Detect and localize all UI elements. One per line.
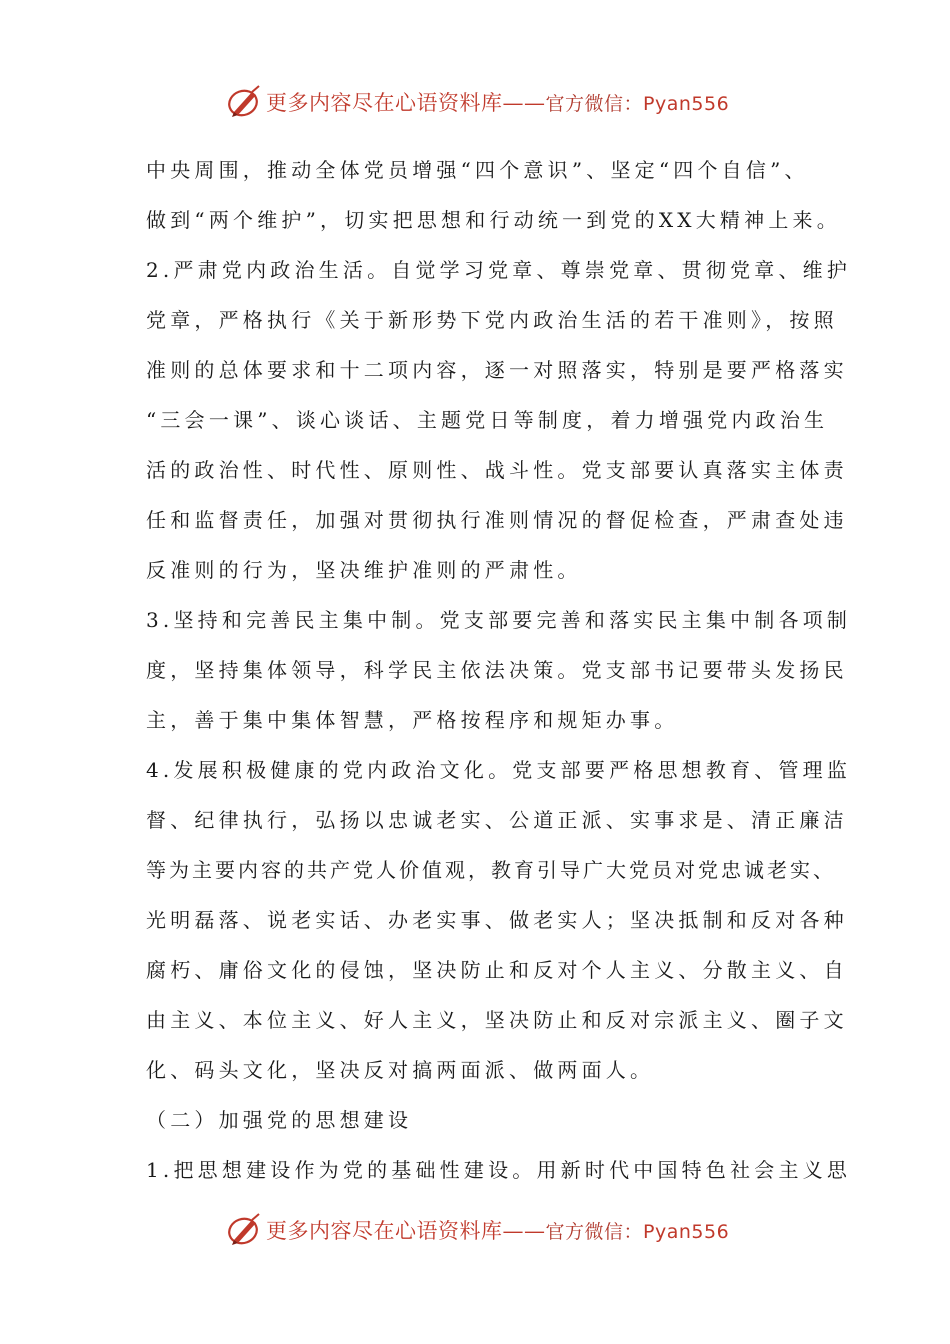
watermark-label: 官方微信： — [545, 93, 644, 115]
watermark-text: 更多内容尽在心语资料库 — [266, 1219, 503, 1243]
text-line: “三会一课”、谈心谈话、主题党日等制度，着力增强党内政治生 — [146, 408, 829, 432]
text-line: 4.发展积极健康的党内政治文化。党支部要严格思想教育、管理监 — [146, 758, 852, 782]
text-line: 活的政治性、时代性、原则性、战斗性。党支部要认真落实主体责 — [146, 458, 848, 482]
pen-logo-icon — [226, 84, 262, 120]
text-line: 由主义、本位主义、好人主义，坚决防止和反对宗派主义、圈子文 — [146, 1008, 848, 1032]
text-line: 腐朽、庸俗文化的侵蚀，坚决防止和反对个人主义、分散主义、自 — [146, 958, 848, 982]
section-heading: （二）加强党的思想建设 — [146, 1108, 413, 1132]
watermark-dash: —— — [502, 91, 546, 115]
text-line: 做到“两个维护”，切实把思想和行动统一到党的XX大精神上来。 — [146, 208, 841, 232]
text-line: 等为主要内容的共产党人价值观，教育引导广大党员对党忠诚老实、 — [146, 858, 836, 882]
watermark-dash: —— — [502, 1219, 546, 1243]
text-line: 主，善于集中集体智慧，严格按程序和规矩办事。 — [146, 708, 679, 732]
text-line: 党章，严格执行《关于新形势下党内政治生活的若干准则》，按照 — [146, 308, 838, 332]
watermark-header — [226, 82, 746, 122]
text-line: 任和监督责任，加强对贯彻执行准则情况的督促检查，严肃查处违 — [146, 508, 848, 532]
watermark-footer — [226, 1210, 746, 1250]
document-body — [146, 145, 852, 1195]
watermark-text: 更多内容尽在心语资料库 — [266, 91, 503, 115]
text-line: 2.严肃党内政治生活。自觉学习党章、尊崇党章、贯彻党章、维护 — [146, 258, 852, 282]
text-line: 度，坚持集体领导，科学民主依法决策。党支部书记要带头发扬民 — [146, 658, 848, 682]
text-line: 督、纪律执行，弘扬以忠诚老实、公道正派、实事求是、清正廉洁 — [146, 808, 848, 832]
text-line: 3.坚持和完善民主集中制。党支部要完善和落实民主集中制各项制 — [146, 608, 852, 632]
watermark-handle: Pyan556 — [643, 93, 730, 115]
watermark-handle: Pyan556 — [643, 1221, 730, 1243]
text-line: 化、码头文化，坚决反对搞两面派、做两面人。 — [146, 1058, 655, 1082]
text-line: 准则的总体要求和十二项内容，逐一对照落实，特别是要严格落实 — [146, 358, 848, 382]
text-line: 光明磊落、说老实话、办老实事、做老实人；坚决抵制和反对各种 — [146, 908, 848, 932]
text-line: 反准则的行为，坚决维护准则的严肃性。 — [146, 558, 582, 582]
watermark-label: 官方微信： — [545, 1221, 644, 1243]
pen-logo-icon — [226, 1212, 262, 1248]
text-line: 中央周围，推动全体党员增强“四个意识”、坚定“四个自信”、 — [146, 158, 809, 182]
text-line: 1.把思想建设作为党的基础性建设。用新时代中国特色社会主义思 — [146, 1158, 852, 1182]
